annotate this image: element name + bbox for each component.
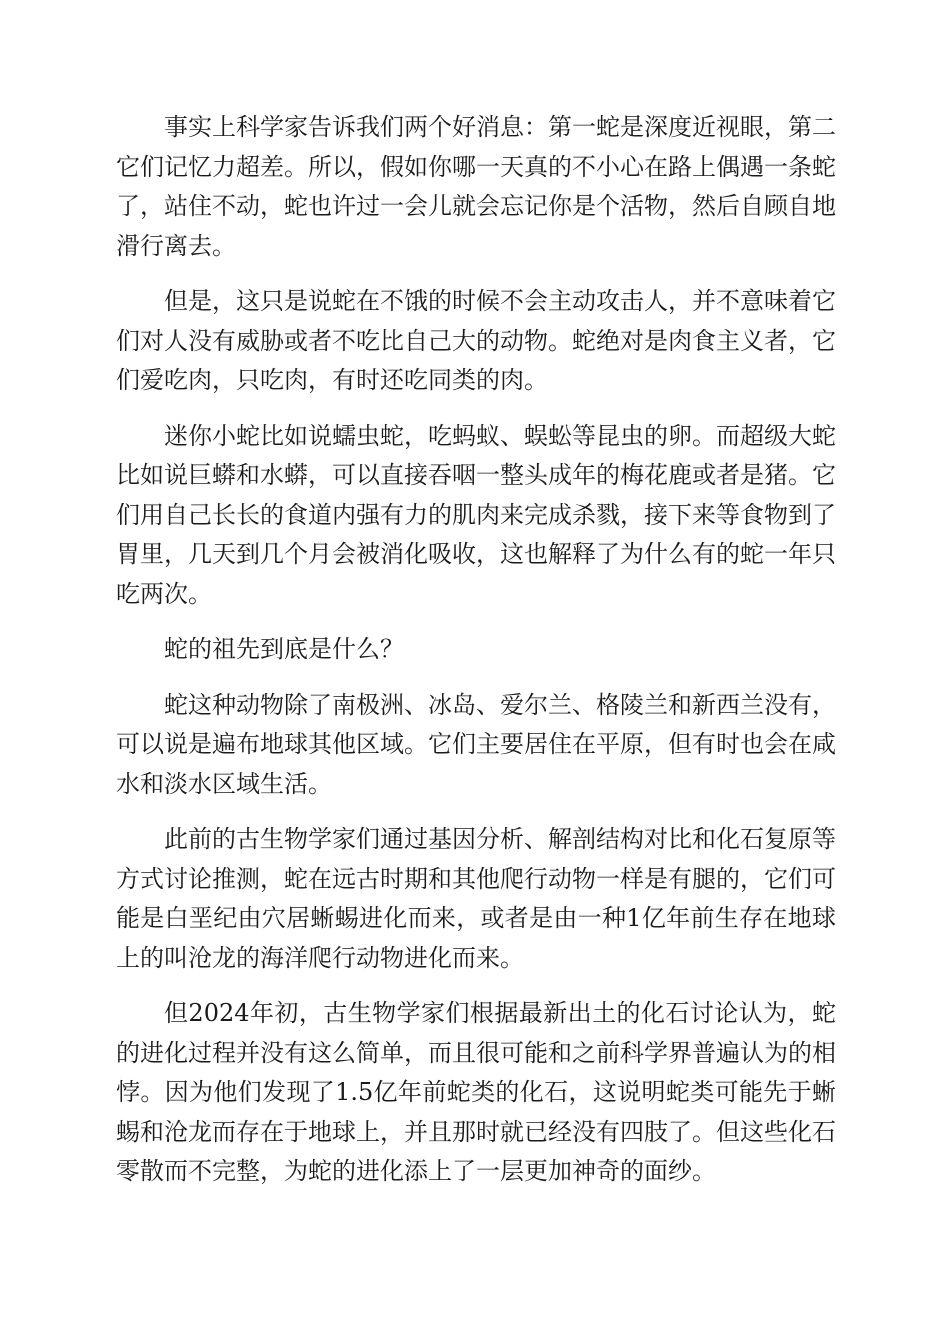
section-heading: 蛇的祖先到底是什么？	[164, 635, 404, 663]
paragraph-1: 事实上科学家告诉我们两个好消息：第一蛇是深度近视眼，第二它们记忆力超差。所以，假如你哪一天真的不小心在路上偶遇一条蛇了，站住不动，蛇也许过一会儿就会忘记你是个活物，然后自顾自地滑行离去。	[116, 113, 836, 260]
paragraph-5: 此前的古生物学家们通过基因分析、解剖结构对比和化石复原等方式讨论推测，蛇在远古时期和其他爬行动物一样是有腿的，它们可能是白垩纪由穴居蜥蜴进化而来，或者是由一种1亿年前生存在地球上的叫沧龙的海洋爬行动物进化而来。	[116, 825, 836, 972]
paragraph-3: 迷你小蛇比如说蠕虫蛇，吃蚂蚁、蜈蚣等昆虫的卵。而超级大蛇比如说巨蟒和水蟒，可以直接吞咽一整头成年的梅花鹿或者是猪。它们用自己长长的食道内强有力的肌肉来完成杀戮，接下来等食物到了胃里，几天到几个月会被消化吸收，这也解释了为什么有的蛇一年只吃两次。	[116, 421, 836, 608]
paragraph-4: 蛇这种动物除了南极洲、冰岛、爱尔兰、格陵兰和新西兰没有，可以说是遍布地球其他区域。它们主要居住在平原，但有时也会在咸水和淡水区域生活。	[116, 690, 836, 798]
article-body	[116, 108, 836, 1208]
paragraph-2: 但是，这只是说蛇在不饿的时候不会主动攻击人，并不意味着它们对人没有威胁或者不吃比自己大的动物。蛇绝对是肉食主义者，它们爱吃肉，只吃肉，有时还吃同类的肉。	[116, 287, 836, 394]
paragraph-6: 但2024年初，古生物学家们根据最新出土的化石讨论认为，蛇的进化过程并没有这么简单，而且很可能和之前科学界普遍认为的相悖。因为他们发现了1.5亿年前蛇类的化石，这说明蛇类可能先于蜥蜴和沧龙而存在于地球上，并且那时就已经没有四肢了。但这些化石零散而不完整，为蛇的进化添上了一层更加神奇的面纱。	[116, 999, 836, 1185]
